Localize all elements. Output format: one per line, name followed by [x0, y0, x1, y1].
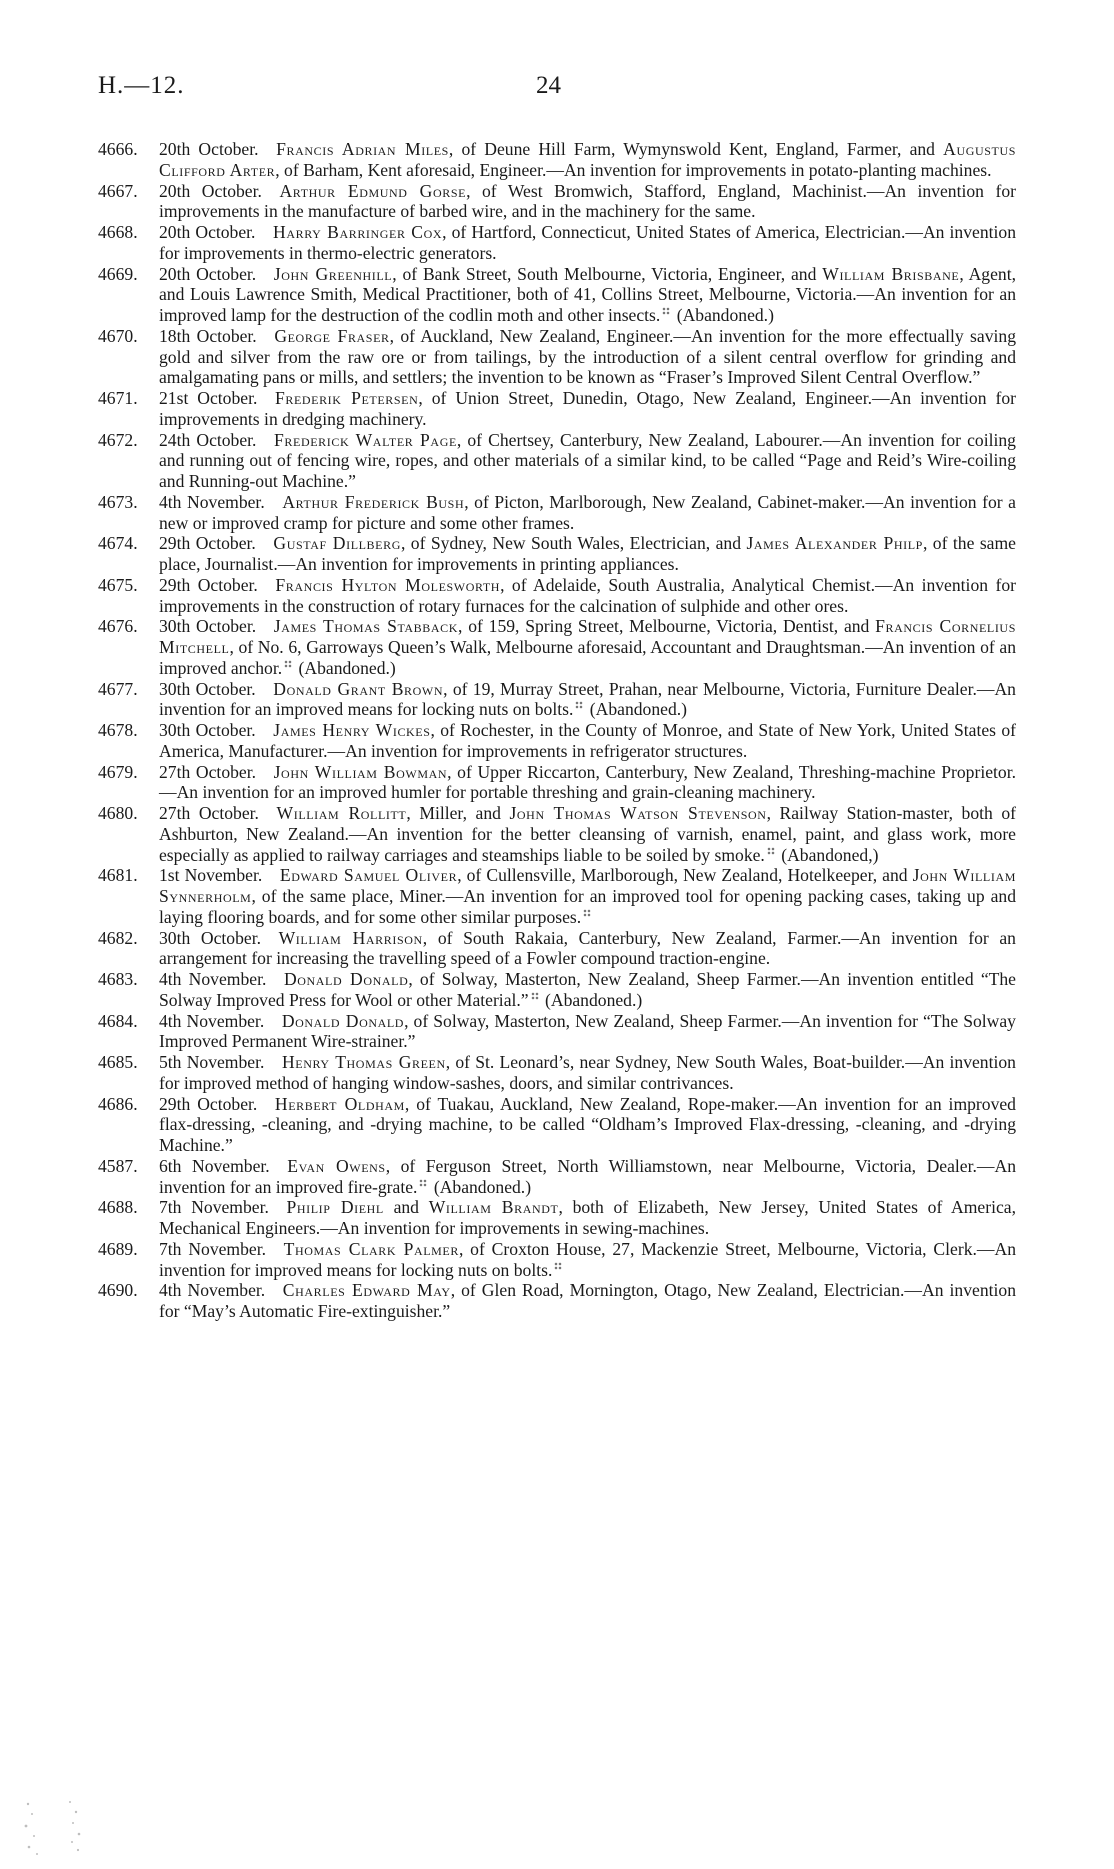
entry-description-continued: , of No. 6, Garroways Queen’s Walk, Melbourne aforesaid, Accountant and Draughtsman.—An invention of an improved anchor.	[159, 637, 1016, 678]
applicant-name: Francis Hylton Molesworth	[275, 574, 501, 595]
entry-date: 27th October.	[159, 803, 259, 823]
applicant-name: Arthur Edmund Gorse	[279, 180, 467, 201]
applicant-name: William Harrison	[278, 927, 423, 948]
entry-number: 4676.	[98, 616, 138, 637]
patent-entry	[98, 222, 1016, 264]
applicant-name: Donald Grant Brown	[273, 678, 444, 699]
patent-entry	[98, 533, 1016, 575]
applicant-name: Arthur Frederick Bush	[282, 491, 465, 512]
entry-description: and	[383, 1197, 429, 1218]
entry-date: 4th November.	[159, 1010, 265, 1031]
entry-status: (Abandoned.)	[540, 989, 643, 1010]
entry-description-continued: , of Barham, Kent aforesaid, Engineer.—An invention for improvements in potato-planting machines.	[275, 159, 992, 180]
entry-description: , of Picton, Marlborough, New Zealand, Cabinet-maker.—An invention for a new or improved cramp for picture and some other frames.	[159, 491, 1016, 533]
entry-description: , of Adelaide, South Australia, Analytical Chemist.—An invention for improvements in the construction of rotary furnaces for the calcination of sulphide and other ores.	[159, 574, 1016, 616]
abandoned-marker-icon	[419, 1179, 427, 1187]
patent-entry	[98, 928, 1016, 970]
entry-date: 30th October.	[159, 678, 256, 699]
entry-date: 29th October.	[159, 533, 256, 554]
abandoned-marker-icon	[767, 847, 775, 855]
entry-description: , of Sydney, New South Wales, Electrician, and	[400, 533, 747, 554]
patent-entry	[98, 1156, 1016, 1198]
applicant-name: Gustaf Dillberg	[273, 533, 401, 554]
entry-date: 20th October.	[159, 222, 256, 242]
entry-status: (Abandoned.)	[294, 657, 396, 678]
entry-number: 4587.	[98, 1155, 138, 1176]
entry-number: 4678.	[98, 720, 138, 740]
patent-entry	[98, 720, 1016, 762]
entry-description-continued: , both of Elizabeth, New Jersey, United States of America, Mechanical Engineers.—An invention for improvements in sewing-machines.	[159, 1197, 1017, 1238]
entry-number: 4671.	[98, 388, 138, 408]
co-applicant-name: William Brandt	[428, 1197, 559, 1218]
patent-entry	[98, 616, 1016, 678]
patent-entry	[98, 575, 1016, 617]
entry-number: 4689.	[98, 1238, 138, 1259]
patent-entry	[98, 969, 1016, 1011]
entry-description: , of 19, Murray Street, Prahan, near Melbourne, Victoria, Furniture Dealer.—An invention for an improved means for locking nuts on bolts.	[159, 678, 1016, 720]
entry-number: 4686.	[98, 1093, 138, 1114]
entry-description: , of St. Leonard’s, near Sydney, New South Wales, Boat-builder.—An invention for improved method of hanging window-sashes, doors, and similar contrivances.	[159, 1052, 1016, 1093]
patent-entry	[98, 1280, 1016, 1322]
entry-number: 4679.	[98, 761, 138, 782]
entry-date: 4th November.	[159, 1280, 266, 1301]
entry-number: 4669.	[98, 263, 138, 284]
entry-number: 4674.	[98, 533, 138, 554]
entry-description: , of Bank Street, South Melbourne, Victoria, Engineer, and	[392, 263, 823, 284]
applicant-name: Frederick Walter Page	[274, 429, 457, 450]
applicant-name: Thomas Clark Palmer	[283, 1238, 459, 1259]
entry-description: , of Ferguson Street, North Williamstown, near Melbourne, Victoria, Dealer.—An invention for an improved fire-grate.	[159, 1155, 1016, 1197]
entry-status: (Abandoned,)	[776, 844, 879, 865]
entry-number: 4684.	[98, 1010, 138, 1031]
entry-date: 27th October.	[159, 761, 257, 782]
entry-number: 4666.	[98, 139, 138, 159]
entry-date: 4th November.	[159, 969, 267, 989]
abandoned-marker-icon	[554, 1262, 562, 1270]
entry-number: 4668.	[98, 222, 138, 242]
margin-smudge	[18, 1792, 98, 1862]
page-number: 24	[536, 72, 561, 99]
co-applicant-name: John Thomas Watson Stevenson	[509, 803, 767, 823]
entry-date: 30th October.	[159, 927, 261, 948]
entry-status: (Abandoned.)	[672, 305, 774, 325]
applicant-name: Donald Donald	[283, 969, 409, 989]
entry-description: , of West Bromwich, Stafford, England, Machinist.—An invention for improvements in the manufacture of barbed wire, and in the machinery for the same.	[159, 180, 1016, 222]
entry-date: 20th October.	[159, 139, 259, 159]
entry-number: 4685.	[98, 1052, 138, 1072]
patent-entry	[98, 1197, 1016, 1239]
patent-entry	[98, 139, 1016, 181]
entry-number: 4677.	[98, 678, 138, 699]
applicant-name: William Rollitt	[276, 803, 407, 823]
patent-entries-list	[98, 139, 1016, 1322]
applicant-name: Francis Adrian Miles	[276, 139, 449, 159]
entry-date: 21st October.	[159, 388, 258, 408]
entry-description-continued: , Agent, and Louis Lawrence Smith, Medical Practitioner, both of 41, Collins Street, Melbourne, Victoria.—An invention for an improved lamp for the destruction of the codlin moth and other insects.	[159, 263, 1016, 325]
entry-description: , of Glen Road, Mornington, Otago, New Zealand, Electrician.—An invention for “May’s Automatic Fire-extinguisher.”	[159, 1280, 1016, 1321]
entry-description-continued: , of the same place, Miner.—An invention for an improved tool for opening packing cases, taking up and laying flooring boards, and for some other similar purposes.	[159, 886, 1016, 927]
entry-number: 4683.	[98, 969, 138, 989]
entry-description: , of Upper Riccarton, Canterbury, New Zealand, Threshing-machine Proprietor.—An invention for an improved humler for portable threshing and grain-cleaning machinery.	[159, 761, 1016, 803]
entry-date: 4th November.	[159, 491, 265, 512]
entry-date: 7th November.	[159, 1197, 269, 1218]
applicant-name: Henry Thomas Green	[281, 1052, 446, 1072]
entry-description-continued: , Railway Station-master, both of Ashburton, New Zealand.—An invention for the better cleansing of varnish, enamel, paint, and glass work, more especially as applied to railway carriages and steamships liable to be soiled by smoke.	[159, 803, 1016, 865]
applicant-name: Evan Owens	[287, 1155, 386, 1176]
page-header	[98, 72, 1016, 102]
entry-number: 4672.	[98, 429, 138, 450]
applicant-name: James Thomas Stabback	[273, 616, 459, 637]
abandoned-marker-icon	[531, 992, 539, 1000]
applicant-name: Philip Diehl	[286, 1197, 384, 1218]
patent-entry	[98, 430, 1016, 492]
entry-description: , of Hartford, Connecticut, United States of America, Electrician.—An invention for improvements in thermo-electric generators.	[159, 222, 1016, 263]
entry-description: , of Deune Hill Farm, Wymynswold Kent, England, Farmer, and	[448, 139, 944, 159]
entry-date: 30th October.	[159, 616, 257, 637]
entry-number: 4670.	[98, 325, 138, 346]
patent-entry	[98, 492, 1016, 534]
entry-description: , of South Rakaia, Canterbury, New Zealand, Farmer.—An invention for an arrangement for increasing the travelling speed of a Fowler compound traction-engine.	[159, 927, 1016, 969]
abandoned-marker-icon	[575, 701, 583, 709]
patent-entry	[98, 762, 1016, 804]
entry-date: 18th October.	[159, 325, 257, 346]
entry-date: 29th October.	[159, 1093, 258, 1114]
applicant-name: Charles Edward May	[282, 1280, 451, 1301]
patent-entry	[98, 865, 1016, 927]
entry-date: 1st November.	[159, 865, 263, 886]
entry-description: , of Solway, Masterton, New Zealand, Sheep Farmer.—An invention entitled “The Solway Improved Press for Wool or other Material.”	[159, 969, 1016, 1010]
abandoned-marker-icon	[662, 307, 670, 315]
entry-date: 6th November.	[159, 1155, 270, 1176]
patent-entry	[98, 1052, 1016, 1094]
entry-description: , of Solway, Masterton, New Zealand, Sheep Farmer.—An invention for “The Solway Improved Permanent Wire-strainer.”	[159, 1010, 1016, 1052]
entry-status: (Abandoned.)	[585, 699, 687, 720]
applicant-name: George Fraser	[274, 325, 390, 346]
entry-date: 7th November.	[159, 1238, 267, 1259]
entry-status: (Abandoned.)	[429, 1176, 532, 1197]
patent-entry	[98, 803, 1016, 865]
abandoned-marker-icon	[583, 909, 591, 917]
entry-description: , of Croxton House, 27, Mackenzie Street, Melbourne, Victoria, Clerk.—An invention for improved means for locking nuts on bolts.	[159, 1238, 1016, 1280]
patent-entry	[98, 1011, 1016, 1053]
entry-description: , of Chertsey, Canterbury, New Zealand, Labourer.—An invention for coiling and running out of fencing wire, ropes, and other materials of a similar kind, to be called “Page and Reid’s Wire-coiling and Running-out Machine.”	[159, 429, 1016, 491]
entry-date: 20th October.	[159, 180, 262, 201]
patent-entry	[98, 181, 1016, 223]
entry-number: 4680.	[98, 803, 138, 823]
entry-description: , of Union Street, Dunedin, Otago, New Zealand, Engineer.—An invention for improvements in dredging machinery.	[159, 388, 1016, 429]
entry-description: , of Tuakau, Auckland, New Zealand, Rope-maker.—An invention for an improved flax-dressing, -cleaning, and -drying machine, to be called “Oldham’s Improved Flax-dressing, -cleaning, and -drying Machine.”	[159, 1093, 1016, 1155]
entry-number: 4688.	[98, 1197, 138, 1218]
patent-entry	[98, 1094, 1016, 1156]
entry-description: , of Rochester, in the County of Monroe, and State of New York, United States of America, Manufacturer.—An invention for improvements in refrigerator structures.	[159, 720, 1016, 761]
entry-description: , of Auckland, New Zealand, Engineer.—An invention for the more effectually saving gold and silver from the raw ore or from tailings, by the introduction of a silent central overflow for grinding and amalgamating pans or mills, and settlers; the invention to be known as “Fraser’s Improved Silent Central Overflow.”	[159, 325, 1016, 388]
co-applicant-name: John William Synnerholm	[159, 865, 1016, 906]
entry-description: , of Cullensville, Marlborough, New Zealand, Hotelkeeper, and	[457, 865, 913, 886]
co-applicant-name: James Alexander Philp	[746, 533, 923, 554]
co-applicant-name: William Brisbane	[822, 263, 960, 284]
entry-date: 5th November.	[159, 1052, 265, 1072]
entry-number: 4673.	[98, 491, 138, 512]
abandoned-marker-icon	[284, 660, 292, 668]
co-applicant-name: Augustus Clifford Arter	[159, 139, 1016, 180]
entry-date: 30th October.	[159, 720, 256, 740]
applicant-name: James Henry Wickes	[273, 720, 431, 740]
patent-entry	[98, 264, 1016, 326]
entry-date: 20th October.	[159, 263, 257, 284]
applicant-name: Edward Samuel Oliver	[279, 865, 458, 886]
applicant-name: Herbert Oldham	[274, 1093, 405, 1114]
applicant-name: Harry Barringer Cox	[273, 222, 443, 242]
entry-number: 4690.	[98, 1280, 138, 1301]
applicant-name: Donald Donald	[281, 1010, 405, 1031]
entry-number: 4675.	[98, 574, 138, 595]
document-reference: H.—12.	[98, 72, 185, 99]
applicant-name: John William Bowman	[273, 761, 448, 782]
entry-date: 29th October.	[159, 574, 258, 595]
entry-description-continued: , of the same place, Journalist.—An invention for improvements in printing appliances.	[159, 533, 1016, 574]
entry-date: 24th October.	[159, 429, 257, 450]
co-applicant-name: Francis Cornelius Mitchell	[159, 616, 1016, 657]
entry-number: 4667.	[98, 180, 138, 201]
patent-entry	[98, 388, 1016, 430]
patent-entry	[98, 679, 1016, 721]
patent-entry	[98, 326, 1016, 388]
applicant-name: Frederik Petersen	[274, 388, 419, 408]
entry-description: , Miller, and	[406, 803, 510, 823]
entry-number: 4682.	[98, 927, 138, 948]
entry-description: , of 159, Spring Street, Melbourne, Victoria, Dentist, and	[458, 616, 876, 637]
applicant-name: John Greenhill	[273, 263, 393, 284]
entry-number: 4681.	[98, 865, 138, 886]
patent-entry	[98, 1239, 1016, 1281]
